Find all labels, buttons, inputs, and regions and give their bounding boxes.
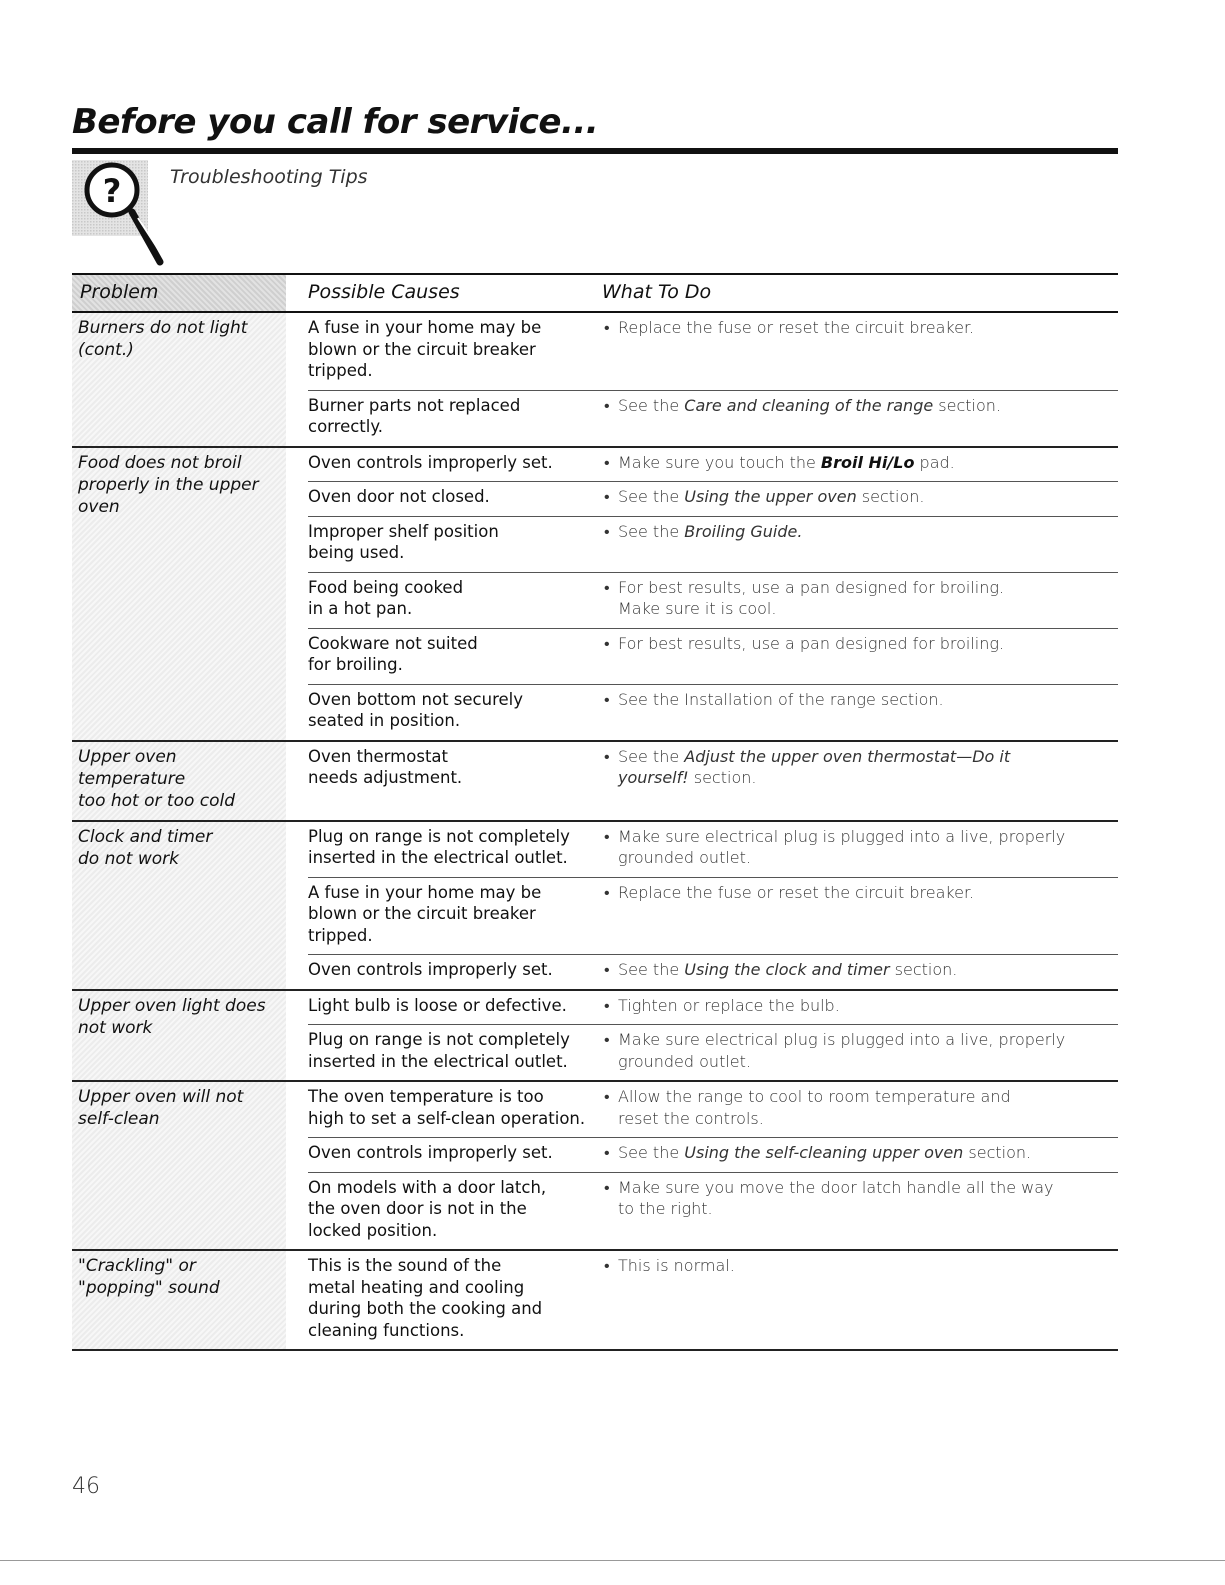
column-header-causes: Possible Causes [308, 281, 460, 303]
problem-group [72, 822, 1118, 991]
cause-cell: Oven controls improperly set. [308, 960, 553, 979]
problem-cell: Upper oven will not self-clean [72, 1082, 286, 1249]
cause-rows [286, 1082, 1118, 1249]
table-row [308, 573, 1118, 629]
table-row [308, 448, 1118, 483]
todo-cell: • See the Installation of the range section. [602, 689, 1118, 732]
cause-cell: Oven bottom not securely seated in position. [308, 689, 523, 730]
column-header-problem-cell [72, 275, 286, 311]
todo-cell: • Allow the range to cool to room temperature and reset the controls. [602, 1086, 1118, 1129]
section-reference: Care and cleaning of the range [684, 395, 934, 415]
cause-cell: Burner parts not replaced correctly. [308, 395, 521, 436]
table-row [308, 955, 1118, 989]
page-number: 46 [72, 1474, 100, 1499]
cause-rows [286, 448, 1118, 740]
problem-cell: "Crackling" or "popping" sound [72, 1251, 286, 1349]
cause-cell: On models with a door latch, the oven door is not in the locked position. [308, 1177, 547, 1240]
cause-cell: Food being cooked in a hot pan. [308, 577, 464, 618]
cause-cell: Oven door not closed. [308, 487, 490, 506]
problem-group [72, 742, 1118, 822]
todo-cell: • See the Using the self-cleaning upper oven section. [602, 1142, 1118, 1164]
question-magnifier-icon [72, 158, 168, 268]
table-row [308, 482, 1118, 517]
title-rule [72, 148, 1118, 154]
cause-cell: Plug on range is not completely inserted in the electrical outlet. [308, 826, 570, 867]
pad-name: Broil Hi/Lo [820, 452, 915, 472]
table-row [308, 1251, 1118, 1349]
cause-cell: This is the sound of the metal heating and cooling during both the cooking and cleaning functions. [308, 1256, 543, 1340]
bottom-rule [0, 1560, 1225, 1561]
table-row [308, 822, 1118, 878]
table-row [308, 742, 1118, 797]
todo-cell: • Make sure you move the door latch handle all the way to the right. [602, 1177, 1118, 1242]
table-row [308, 991, 1118, 1026]
cause-rows [286, 1251, 1118, 1349]
table-row [308, 1082, 1118, 1138]
problem-cell: Burners do not light (cont.) [72, 313, 286, 446]
table-row [308, 1173, 1118, 1250]
column-header-todo: What To Do [602, 281, 712, 303]
todo-cell: • Tighten or replace the bulb. [602, 995, 1118, 1017]
table-row [308, 685, 1118, 740]
table-row [308, 878, 1118, 956]
table-row [308, 1138, 1118, 1173]
cause-cell: Plug on range is not completely inserted in the electrical outlet. [308, 1030, 570, 1071]
problem-cell: Upper oven light does not work [72, 991, 286, 1081]
problem-group [72, 313, 1118, 448]
cause-cell: Oven controls improperly set. [308, 452, 553, 472]
section-label: Troubleshooting Tips [170, 166, 368, 188]
section-reference: Using the upper oven [684, 487, 857, 506]
table-header-row [72, 275, 1118, 311]
cause-cell: Cookware not suited for broiling. [308, 633, 478, 674]
cause-cell: Oven controls improperly set. [308, 1143, 553, 1162]
todo-cell: • See the Care and cleaning of the range section. [602, 395, 1118, 438]
cause-cell: Oven thermostat needs adjustment. [308, 746, 463, 787]
table-row [308, 391, 1118, 446]
todo-cell: • This is normal. [602, 1255, 1118, 1341]
problem-group [72, 1251, 1118, 1351]
todo-cell: • For best results, use a pan designed for broiling. Make sure it is cool. [602, 577, 1118, 620]
problem-cell: Upper oven temperature too hot or too cold [72, 742, 286, 820]
table-row [308, 517, 1118, 573]
problem-cell: Clock and timer do not work [72, 822, 286, 989]
cause-cell: Improper shelf position being used. [308, 521, 499, 562]
problem-group [72, 991, 1118, 1083]
section-reference: Using the self-cleaning upper oven [684, 1143, 964, 1162]
svg-text:?: ? [102, 172, 122, 210]
todo-cell: • Make sure you touch the Broil Hi/Lo pad. [602, 452, 1118, 474]
problem-group [72, 1082, 1118, 1251]
column-header-problem: Problem [80, 281, 159, 303]
table-row [308, 1025, 1118, 1080]
cause-cell: A fuse in your home may be blown or the circuit breaker tripped. [308, 318, 542, 380]
problem-group [72, 448, 1118, 742]
table-row [308, 629, 1118, 685]
section-reference: Broiling Guide. [684, 521, 803, 541]
todo-cell: • Replace the fuse or reset the circuit breaker. [602, 317, 1118, 382]
todo-cell: • See the Adjust the upper oven thermostat—Do it yourself! section. [602, 746, 1118, 789]
todo-cell: • See the Using the upper oven section. [602, 486, 1118, 508]
troubleshooting-table [72, 313, 1118, 1351]
todo-cell: • See the Using the clock and timer section. [602, 959, 1118, 981]
section-reference: Using the clock and timer [684, 960, 890, 979]
todo-cell: • Replace the fuse or reset the circuit breaker. [602, 882, 1118, 947]
cause-cell: A fuse in your home may be blown or the circuit breaker tripped. [308, 882, 542, 945]
page-title: Before you call for service... [72, 102, 599, 142]
todo-cell: • For best results, use a pan designed for broiling. [602, 633, 1118, 676]
cause-rows [286, 313, 1118, 446]
table-row [308, 313, 1118, 391]
todo-cell: • See the Broiling Guide. [602, 521, 1118, 564]
todo-cell: • Make sure electrical plug is plugged into a live, properly grounded outlet. [602, 1029, 1118, 1072]
cause-rows [286, 742, 1118, 820]
cause-cell: The oven temperature is too high to set a self-clean operation. [308, 1087, 586, 1128]
cause-cell: Light bulb is loose or defective. [308, 995, 567, 1015]
cause-rows [286, 822, 1118, 989]
cause-rows [286, 991, 1118, 1081]
todo-cell: • Make sure electrical plug is plugged into a live, properly grounded outlet. [602, 826, 1118, 869]
section-reference: Adjust the upper oven thermostat—Do it yourself! [618, 746, 1011, 787]
problem-cell: Food does not broil properly in the upper oven [72, 448, 286, 740]
